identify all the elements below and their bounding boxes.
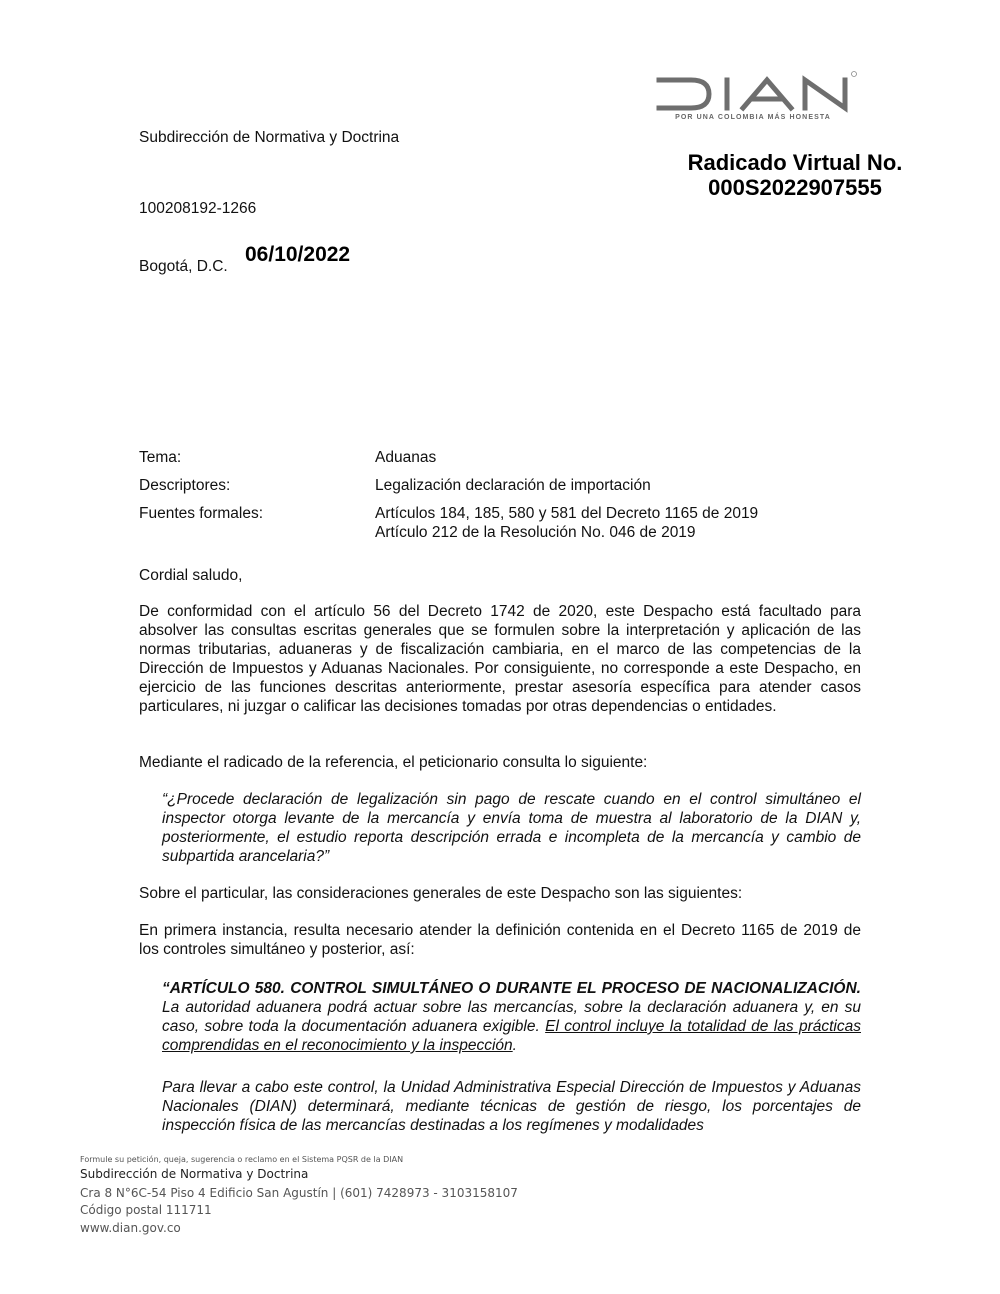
tema-value: Aduanas [375, 449, 437, 466]
descriptores-value: Legalización declaración de importación [375, 477, 651, 494]
footer-note: Formule su petición, queja, sugerencia o reclamo en el Sistema PQSR de la DIAN [80, 1155, 404, 1164]
article-580-paragraph-2: Para llevar a cabo este control, la Unidad Administrativa Especial Dirección de Impuestos y Aduanas Nacionales (DIAN) determinará, mediante técnicas de gestión de riesgo, los porcentajes de inspección física de las mercancías destinadas a los regímenes y modalidades [162, 1079, 861, 1134]
fuentes-value-2: Artículo 212 de la Resolución No. 046 de 2019 [375, 524, 696, 541]
paragraph-definition: En primera instancia, resulta necesario atender la definición contenida en el Decreto 1165 de 2019 de los controles simultáneo y posterior, así: [139, 922, 861, 958]
quoted-question: “¿Procede declaración de legalización sin pago de rescate cuando en el control simultáneo el inspector otorga levante de la mercancía y envía toma de muestra al laboratorio de la DIAN y, posteriormente, el estudio reporta descripción errada e incompleta de la mercancía y cambio de subpartida arancelaria?” [162, 791, 861, 865]
radicado-value: 000S2022907555 [708, 175, 882, 200]
document-date: 06/10/2022 [245, 243, 351, 266]
office-name: Subdirección de Normativa y Doctrina [139, 129, 400, 146]
tema-label: Tema: [139, 449, 182, 466]
footer-postal: Código postal 111711 [80, 1203, 212, 1217]
logo-tagline: POR UNA COLOMBIA MÁS HONESTA [675, 114, 831, 121]
radicado-label: Radicado Virtual No. [687, 150, 903, 175]
reference-number: 100208192-1266 [139, 200, 257, 217]
paragraph-request: Mediante el radicado de la referencia, el peticionario consulta lo siguiente: [139, 754, 648, 771]
radicado-number [660, 150, 930, 200]
article-underlined: El control incluye la totalidad de las prácticas comprendidas en el reconocimiento y la inspección [162, 1018, 861, 1054]
greeting: Cordial saludo, [139, 567, 243, 584]
meta-fuentes [139, 504, 861, 544]
article-title: “ARTÍCULO 580. CONTROL SIMULTÁNEO O DURANTE EL PROCESO DE NACIONALIZACIÓN. [162, 980, 861, 997]
article-580-quote [162, 979, 861, 1055]
footer-website[interactable]: www.dian.gov.co [80, 1221, 181, 1235]
footer-address: Cra 8 N°6C-54 Piso 4 Edificio San Agustín | (601) 7428973 - 3103158107 [80, 1186, 518, 1200]
city: Bogotá, D.C. [139, 258, 228, 275]
meta-descriptores [139, 476, 861, 495]
paragraph-competence: De conformidad con el artículo 56 del Decreto 1742 de 2020, este Despacho está facultado para absolver las consultas escritas generales que se formulen sobre la interpretación y aplicación de las normas tributarias, aduaneras y de fiscalización cambiaria, en el marco de las competencias de la Dirección de Impuestos y Aduanas Nacionales. Por consiguiente, no corresponde a este Despacho, en ejercicio de las funciones descritas anteriormente, prestar asesoría específica para atender casos particulares, ni juzgar o calificar las decisiones tomadas por otras dependencias o entidades. [139, 603, 861, 715]
article-text: La autoridad aduanera podrá actuar sobre las mercancías, sobre la declaración aduanera y, en su caso, sobre toda la documentación aduanera exigible. [162, 999, 861, 1035]
article-end: . [512, 1037, 517, 1054]
fuentes-value-1: Artículos 184, 185, 580 y 581 del Decreto 1165 de 2019 [375, 505, 759, 522]
footer-office: Subdirección de Normativa y Doctrina [80, 1167, 309, 1181]
meta-tema [139, 448, 861, 467]
fuentes-label: Fuentes formales: [139, 505, 264, 522]
descriptores-label: Descriptores: [139, 477, 231, 494]
paragraph-considerations: Sobre el particular, las consideraciones generales de este Despacho son las siguientes: [139, 885, 743, 902]
